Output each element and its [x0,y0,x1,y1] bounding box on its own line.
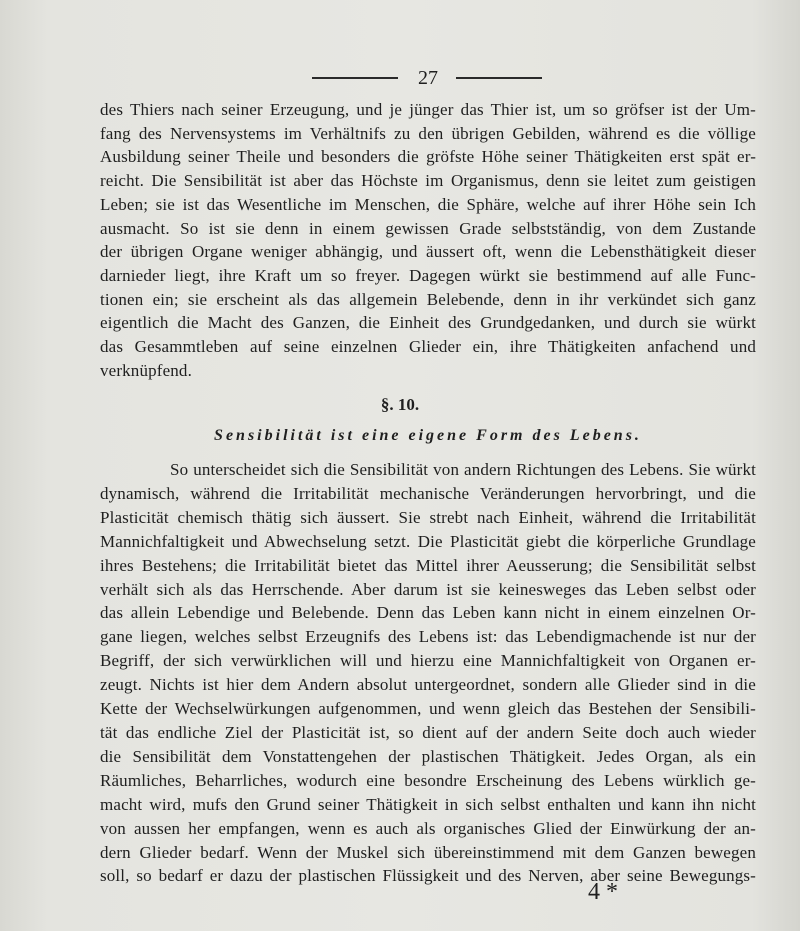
text-line: tät das endliche Ziel der Plasticität ist, so dient auf der andern Seite doch auch wieder [100,722,756,742]
text-line: Kette der Wechselwürkungen aufgenommen, und wenn gleich das Bestehen der Sensibili- [100,699,756,719]
page-number: 27 [418,67,438,89]
paragraph-1 [100,98,756,382]
text-line: eigentlich die Macht des Ganzen, die Einheit des Grundgedanken, und durch sie würkt [100,313,756,333]
text-line: verknüpfend. [100,360,192,380]
text-line: dynamisch, während die Irritabilität mechanische Veränderungen hervorbringt, und die [100,483,756,503]
signature-mark: 4 * [588,879,618,905]
text-line: der übrigen Organe weniger abhängig, und äussert oft, wenn die Lebensthätigkeit dieser [100,242,756,262]
text-line: fang des Nervensystems im Verhältnifs zu den übrigen Gebilden, während es die völlige [100,123,756,143]
text-line: das Gesammtleben auf seine einzelnen Glieder ein, ihre Thätigkeiten anfachend und [100,337,756,357]
section-title: Sensibilität ist eine eigene Form des Lebens. [214,427,642,444]
text-line: macht wird, mufs den Grund seiner Thätigkeit in sich selbst enthalten und kann ihn nicht [100,794,756,814]
text-line: Mannichfaltigkeit und Abwechselung setzt. Die Plasticität giebt die körperliche Grundlage [100,531,756,551]
text-line: das allein Lebendige und Belebende. Denn das Leben kann nicht in einem einzelnen Or- [100,603,756,623]
text-line: soll, so bedarf er dazu der plastischen Flüssigkeit und des Nerven, aber seine Bewegungs- [100,866,756,886]
text-line: Ausbildung seiner Theile und besonders die gröfste Höhe seiner Thätigkeiten erst spät er- [100,147,756,167]
header-rule-left [312,77,398,79]
text-line: gane liegen, welches selbst Erzeugnifs des Lebens ist: das Lebendigmachende ist nur der [100,627,756,647]
text-line: So unterscheidet sich die Sensibilität von andern Richtungen des Lebens. Sie würkt [170,460,756,479]
text-line: Leben; sie ist das Wesentliche im Menschen, die Sphäre, welche auf ihrer Höhe sein Ich [100,194,756,214]
text-line: reicht. Die Sensibilität ist aber das Höchste im Organismus, denn sie leitet zum geistigen [100,171,756,191]
paragraph-2 [100,458,756,888]
page-header [0,64,800,92]
header-rule-right [456,77,542,79]
text-line: ihres Bestehens; die Irritabilität bietet das Mittel ihrer Aeusserung; die Sensibilität selbst [100,555,756,575]
text-line: verhält sich als das Herrschende. Aber darum ist sie keinesweges das Leben selbst oder [100,579,756,599]
text-line: dern Glieder bedarf. Wenn der Muskel sich übereinstimmend mit dem Ganzen bewegen [100,842,756,862]
text-line: des Thiers nach seiner Erzeugung, und je jünger das Thier ist, um so gröfser ist der Um- [100,100,756,119]
text-line: Räumliches, Beharrliches, wodurch eine besondre Erscheinung des Lebens würklich ge- [100,770,756,790]
section-number: §. 10. [380,395,420,414]
text-line: ausmacht. So ist sie denn in einem gewissen Grade selbstständig, von dem Zustande [100,218,756,238]
text-line: darnieder liegt, ihre Kraft um so freyer. Dagegen würkt sie bestimmend auf alle Func- [100,265,756,285]
text-line: die Sensibilität dem Vonstattengehen der plastischen Thätigkeit. Jedes Organ, als ein [100,746,756,766]
text-line: zeugt. Nichts ist hier dem Andern absolut untergeordnet, sondern alle Glieder sind in die [100,675,756,695]
text-line: Plasticität chemisch thätig sich äussert. Sie strebt nach Einheit, während die Irritabilität [100,507,756,527]
text-line: Begriff, der sich verwürklichen will und hierzu eine Mannichfaltigkeit von Organen er- [100,651,756,671]
text-line: tionen ein; sie erscheint als das allgemein Belebende, denn in ihr verkündet sich ganz [100,289,756,309]
text-line: von aussen her empfangen, wenn es auch als organisches Glied der Einwürkung der an- [100,818,756,838]
